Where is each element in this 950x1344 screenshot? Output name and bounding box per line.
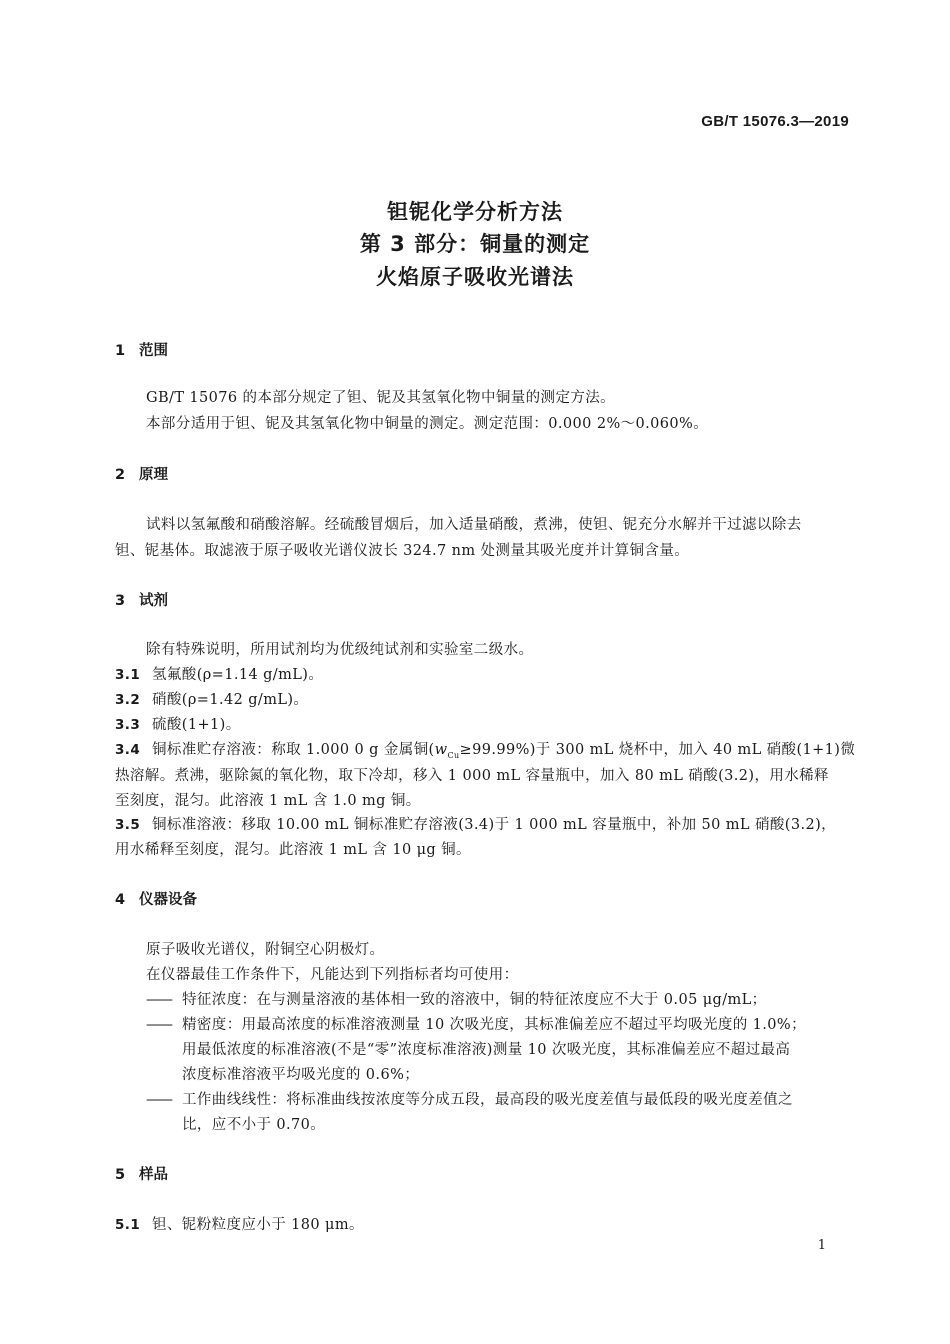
clause-3-1 [115,663,323,684]
section-number: 1 [115,343,126,359]
list-item-text: 精密度：用最高浓度的标准溶液测量 10 次吸光度，其标准偏差应不超过平均吸光度的 1.0%； [182,1017,807,1033]
clause-number: 5.1 [115,1217,141,1233]
clause-text: 铜标准贮存溶液：称取 1.000 0 g 金属铜( [152,742,435,758]
section-1-heading [115,339,168,360]
clause-3-4-line2: 热溶解。煮沸，驱除氮的氧化物，取下冷却，移入 1 000 mL 容量瓶中，加入 80 mL 硝酸(3.2)，用水稀释 [115,768,829,784]
s1-paragraph-1: GB/T 15076 的本部分规定了钽、铌及其氢氧化物中铜量的测定方法。 [146,390,616,406]
clause-3-4-line3: 至刻度，混匀。此溶液 1 mL 含 1.0 mg 铜。 [115,793,421,809]
dash-marker: —— [146,1092,171,1108]
s4-list-item-3-line2: 比，应不小于 0.70。 [182,1117,326,1133]
clause-3-5-line2: 用水稀释至刻度，混匀。此溶液 1 mL 含 10 μg 铜。 [115,842,471,858]
page-number: 1 [817,1238,826,1253]
doc-title-line2: 第 3 部分：铜量的测定 [359,232,591,256]
section-title: 仪器设备 [139,892,197,908]
section-number: 4 [115,892,126,908]
clause-3-5 [115,813,836,834]
dash-marker: —— [146,992,171,1008]
clause-text: 钽、铌粉粒度应小于 180 μm。 [152,1217,364,1233]
section-number: 5 [115,1167,126,1183]
s4-list-item-1 [146,988,767,1009]
section-number: 2 [115,467,126,483]
list-item-text: 工作曲线线性：将标准曲线按浓度等分成五段，最高段的吸光度差值与最低段的吸光度差值之 [182,1092,793,1108]
clause-number: 3.3 [115,717,141,733]
s1-paragraph-2: 本部分适用于钽、铌及其氢氧化物中铜量的测定。测定范围：0.000 2%～0.060%。 [146,416,709,432]
s2-paragraph-line2: 钽、铌基体。取滤液于原子吸收光谱仪波长 324.7 nm 处测量其吸光度并计算铜含量。 [115,543,690,559]
s3-intro: 除有特殊说明，所用试剂均为优级纯试剂和实验室二级水。 [146,642,534,658]
section-3-heading [115,589,168,610]
clause-3-3 [115,713,241,734]
clause-text: 氢氟酸(ρ=1.14 g/mL)。 [152,667,324,683]
s4-list-item-2-line2: 用最低浓度的标准溶液(不是“零”浓度标准溶液)测量 10 次吸光度，其标准偏差应不超过最高 [182,1042,791,1058]
section-title: 原理 [139,467,168,483]
clause-number: 3.5 [115,817,141,833]
section-2-heading [115,463,168,484]
section-4-heading [115,888,197,909]
clause-number: 3.2 [115,692,141,708]
section-5-heading [115,1163,168,1184]
standard-code: GB/T 15076.3—2019 [701,113,849,130]
doc-title-line1: 钽铌化学分析方法 [387,200,563,224]
dash-marker: —— [146,1017,171,1033]
s2-paragraph-line1: 试料以氢氟酸和硝酸溶解。经硫酸冒烟后，加入适量硝酸，煮沸，使钽、铌充分水解并干过滤以除去 [146,517,802,533]
clause-text: 硫酸(1+1)。 [152,717,241,733]
s4-list-item-2 [146,1013,806,1034]
clause-number: 3.4 [115,742,141,758]
s4-list-item-2-line3: 浓度标准溶液平均吸光度的 0.6%； [182,1067,420,1083]
list-item-text: 特征浓度：在与测量溶液的基体相一致的溶液中，铜的特征浓度应不大于 0.05 μg/mL； [182,992,767,1008]
section-title: 试剂 [139,593,168,609]
section-title: 样品 [139,1167,168,1183]
clause-3-2 [115,688,308,709]
clause-5-1 [115,1213,364,1234]
s4-list-item-3 [146,1088,793,1109]
section-number: 3 [115,593,126,609]
clause-3-4 [115,738,855,760]
clause-text: ≥99.99%)于 300 mL 烧杯中，加入 40 mL 硝酸(1+1)微 [459,742,856,758]
doc-title-line3: 火焰原子吸收光谱法 [376,265,574,289]
mass-fraction-symbol: w [434,742,448,758]
s4-paragraph-1: 原子吸收光谱仪，附铜空心阴极灯。 [146,942,385,958]
section-title: 范围 [139,343,168,359]
s4-paragraph-2: 在仪器最佳工作条件下，凡能达到下列指标者均可使用： [146,967,519,983]
mass-fraction-subscript: Cu [447,750,460,760]
clause-number: 3.1 [115,667,141,683]
clause-text: 铜标准溶液：移取 10.00 mL 铜标准贮存溶液(3.4)于 1 000 mL 容量瓶中，补加 50 mL 硝酸(3.2)， [152,817,837,833]
clause-text: 硝酸(ρ=1.42 g/mL)。 [152,692,309,708]
